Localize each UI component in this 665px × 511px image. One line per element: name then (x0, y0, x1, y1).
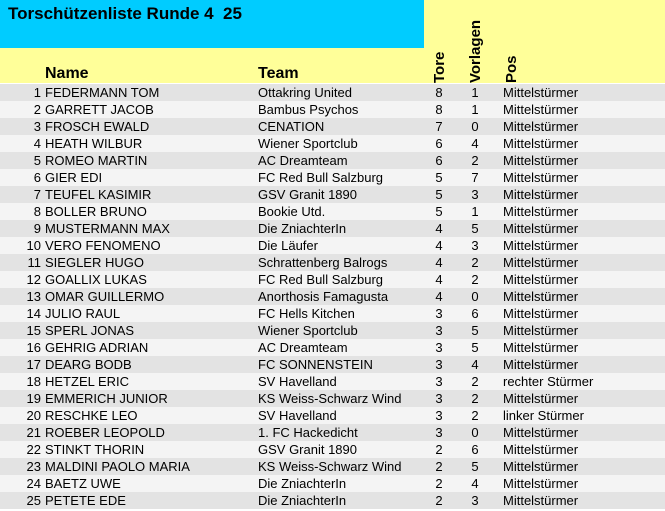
position-cell: Mittelstürmer (503, 442, 579, 457)
team-cell: Bookie Utd. (258, 204, 326, 219)
rank-cell: 13 (26, 289, 41, 304)
assists-cell: 7 (471, 170, 479, 185)
table-row (0, 441, 665, 458)
goals-cell: 4 (435, 272, 443, 287)
table-row (0, 254, 665, 271)
team-cell: SV Havelland (258, 408, 337, 423)
assists-cell: 1 (471, 102, 479, 117)
rank-cell: 5 (33, 153, 41, 168)
rank-cell: 8 (33, 204, 41, 219)
assists-cell: 1 (471, 85, 479, 100)
rank-cell: 11 (27, 255, 41, 270)
goals-cell: 5 (435, 187, 443, 202)
position-cell: Mittelstürmer (503, 272, 579, 287)
rank-cell: 7 (33, 187, 41, 202)
team-cell: Schrattenberg Balrogs (258, 255, 388, 270)
table-row (0, 356, 665, 373)
position-cell: Mittelstürmer (503, 323, 579, 338)
position-cell: Mittelstürmer (503, 306, 579, 321)
rank-cell: 12 (26, 272, 41, 287)
player-name-cell: GARRETT JACOB (45, 102, 154, 117)
rank-cell: 2 (33, 102, 41, 117)
goals-cell: 4 (435, 289, 443, 304)
assists-cell: 4 (471, 476, 479, 491)
team-cell: SV Havelland (258, 374, 337, 389)
table-row (0, 169, 665, 186)
goals-cell: 8 (435, 85, 443, 100)
position-cell: Mittelstürmer (503, 289, 579, 304)
goals-cell: 3 (435, 425, 443, 440)
rank-cell: 22 (26, 442, 41, 457)
assists-cell: 2 (471, 391, 479, 406)
table-row (0, 118, 665, 135)
rank-cell: 24 (26, 476, 41, 491)
table-row (0, 135, 665, 152)
team-cell: 1. FC Hackedicht (258, 425, 358, 440)
assists-cell: 3 (471, 187, 479, 202)
position-cell: Mittelstürmer (503, 85, 579, 100)
table-row (0, 390, 665, 407)
table-row (0, 475, 665, 492)
position-cell: Mittelstürmer (503, 204, 579, 219)
rank-cell: 20 (26, 408, 41, 423)
player-name-cell: DEARG BODB (45, 357, 132, 372)
team-cell: FC Red Bull Salzburg (258, 170, 383, 185)
player-name-cell: FEDERMANN TOM (45, 85, 160, 100)
position-cell: linker Stürmer (503, 408, 584, 423)
goals-cell: 4 (435, 255, 443, 270)
assists-cell: 6 (471, 442, 479, 457)
rank-cell: 6 (33, 170, 41, 185)
goals-cell: 2 (435, 442, 443, 457)
player-name-cell: VERO FENOMENO (45, 238, 161, 253)
position-cell: Mittelstürmer (503, 255, 579, 270)
assists-cell: 3 (471, 238, 479, 253)
assists-cell: 2 (471, 272, 479, 287)
rank-cell: 10 (26, 238, 41, 253)
position-cell: Mittelstürmer (503, 187, 579, 202)
team-cell: FC Red Bull Salzburg (258, 272, 383, 287)
table-row (0, 288, 665, 305)
goals-cell: 3 (435, 323, 443, 338)
column-header-team: Team (258, 65, 299, 82)
player-name-cell: EMMERICH JUNIOR (45, 391, 168, 406)
table-row (0, 373, 665, 390)
player-name-cell: STINKT THORIN (45, 442, 145, 457)
rank-cell: 4 (33, 136, 41, 151)
rank-cell: 19 (26, 391, 41, 406)
table-row (0, 492, 665, 509)
goals-cell: 3 (435, 391, 443, 406)
assists-cell: 2 (471, 374, 479, 389)
assists-cell: 0 (471, 119, 479, 134)
rank-cell: 23 (26, 459, 41, 474)
rank-cell: 17 (26, 357, 41, 372)
assists-cell: 1 (471, 204, 479, 219)
table-row (0, 458, 665, 475)
assists-cell: 5 (471, 221, 479, 236)
scorer-table (0, 84, 665, 509)
team-cell: Die ZniachterIn (258, 476, 347, 491)
rank-cell: 25 (26, 493, 41, 508)
goals-cell: 6 (435, 136, 443, 151)
assists-cell: 2 (471, 408, 479, 423)
player-name-cell: HEATH WILBUR (45, 136, 143, 151)
table-row (0, 220, 665, 237)
assists-cell: 0 (471, 425, 479, 440)
position-cell: rechter Stürmer (503, 374, 594, 389)
goals-cell: 3 (435, 340, 443, 355)
team-cell: Die ZniachterIn (258, 493, 347, 508)
assists-cell: 4 (471, 136, 479, 151)
team-cell: FC Hells Kitchen (258, 306, 355, 321)
position-cell: Mittelstürmer (503, 357, 579, 372)
rank-cell: 1 (33, 85, 41, 100)
column-header-pos: Pos (503, 55, 520, 83)
player-name-cell: RESCHKE LEO (45, 408, 138, 423)
player-name-cell: TEUFEL KASIMIR (45, 187, 152, 202)
position-cell: Mittelstürmer (503, 340, 579, 355)
position-cell: Mittelstürmer (503, 459, 579, 474)
goals-cell: 6 (435, 153, 443, 168)
goals-cell: 5 (435, 170, 443, 185)
team-cell: GSV Granit 1890 (258, 442, 357, 457)
table-row (0, 271, 665, 288)
rank-cell: 9 (33, 221, 41, 236)
player-name-cell: GOALLIX LUKAS (45, 272, 147, 287)
column-header-vorlagen: Vorlagen (467, 19, 484, 83)
player-name-cell: SIEGLER HUGO (45, 255, 144, 270)
table-row (0, 237, 665, 254)
team-cell: Die Läufer (258, 238, 318, 253)
table-row (0, 186, 665, 203)
team-cell: KS Weiss-Schwarz Wind (258, 459, 402, 474)
assists-cell: 2 (471, 255, 479, 270)
rank-cell: 21 (26, 425, 41, 440)
assists-cell: 5 (471, 459, 479, 474)
assists-cell: 0 (471, 289, 479, 304)
player-name-cell: BAETZ UWE (45, 476, 121, 491)
team-cell: Wiener Sportclub (258, 136, 358, 151)
position-cell: Mittelstürmer (503, 153, 579, 168)
team-cell: AC Dreamteam (258, 153, 348, 168)
player-name-cell: HETZEL ERIC (45, 374, 130, 389)
goals-cell: 3 (435, 374, 443, 389)
position-cell: Mittelstürmer (503, 170, 579, 185)
goals-cell: 4 (435, 221, 443, 236)
team-cell: Bambus Psychos (258, 102, 359, 117)
rank-cell: 14 (26, 306, 41, 321)
position-cell: Mittelstürmer (503, 136, 579, 151)
page-title: Torschützenliste Runde 4 25 (8, 4, 242, 23)
goals-cell: 2 (435, 476, 443, 491)
player-name-cell: GIER EDI (45, 170, 103, 185)
position-cell: Mittelstürmer (503, 476, 579, 491)
goals-cell: 3 (435, 408, 443, 423)
assists-cell: 2 (471, 153, 479, 168)
title-box (0, 0, 424, 48)
assists-cell: 4 (471, 357, 479, 372)
goals-cell: 2 (435, 459, 443, 474)
player-name-cell: BOLLER BRUNO (45, 204, 147, 219)
rank-cell: 15 (26, 323, 41, 338)
table-row (0, 305, 665, 322)
team-cell: KS Weiss-Schwarz Wind (258, 391, 402, 406)
position-cell: Mittelstürmer (503, 425, 579, 440)
table-row (0, 101, 665, 118)
player-name-cell: JULIO RAUL (45, 306, 121, 321)
player-name-cell: SPERL JONAS (45, 323, 135, 338)
table-row (0, 84, 665, 101)
goals-cell: 8 (435, 102, 443, 117)
column-header-name: Name (45, 65, 89, 82)
player-name-cell: PETETE EDE (45, 493, 126, 508)
goals-cell: 2 (435, 493, 443, 508)
column-header-tore: Tore (431, 51, 448, 83)
team-cell: Die ZniachterIn (258, 221, 347, 236)
position-cell: Mittelstürmer (503, 238, 579, 253)
team-cell: FC SONNENSTEIN (258, 357, 373, 372)
table-row (0, 424, 665, 441)
position-cell: Mittelstürmer (503, 119, 579, 134)
goals-cell: 7 (435, 119, 443, 134)
assists-cell: 3 (471, 493, 479, 508)
player-name-cell: MUSTERMANN MAX (45, 221, 170, 236)
position-cell: Mittelstürmer (503, 102, 579, 117)
goals-cell: 5 (435, 204, 443, 219)
team-cell: Ottakring United (258, 85, 352, 100)
player-name-cell: GEHRIG ADRIAN (45, 340, 149, 355)
team-cell: GSV Granit 1890 (258, 187, 357, 202)
assists-cell: 5 (471, 323, 479, 338)
table-row (0, 203, 665, 220)
table-row (0, 322, 665, 339)
rank-cell: 3 (33, 119, 41, 134)
team-cell: AC Dreamteam (258, 340, 348, 355)
player-name-cell: ROEBER LEOPOLD (45, 425, 165, 440)
assists-cell: 6 (471, 306, 479, 321)
position-cell: Mittelstürmer (503, 391, 579, 406)
goals-cell: 4 (435, 238, 443, 253)
team-cell: Wiener Sportclub (258, 323, 358, 338)
position-cell: Mittelstürmer (503, 221, 579, 236)
team-cell: Anorthosis Famagusta (258, 289, 389, 304)
player-name-cell: OMAR GUILLERMO (45, 289, 165, 304)
rank-cell: 18 (26, 374, 41, 389)
table-row (0, 152, 665, 169)
table-row (0, 407, 665, 424)
player-name-cell: MALDINI PAOLO MARIA (45, 459, 190, 474)
goals-cell: 3 (435, 357, 443, 372)
goals-cell: 3 (435, 306, 443, 321)
team-cell: CENATION (258, 119, 325, 134)
table-row (0, 339, 665, 356)
position-cell: Mittelstürmer (503, 493, 579, 508)
player-name-cell: ROMEO MARTIN (45, 153, 148, 168)
rank-cell: 16 (26, 340, 41, 355)
assists-cell: 5 (471, 340, 479, 355)
player-name-cell: FROSCH EWALD (45, 119, 150, 134)
